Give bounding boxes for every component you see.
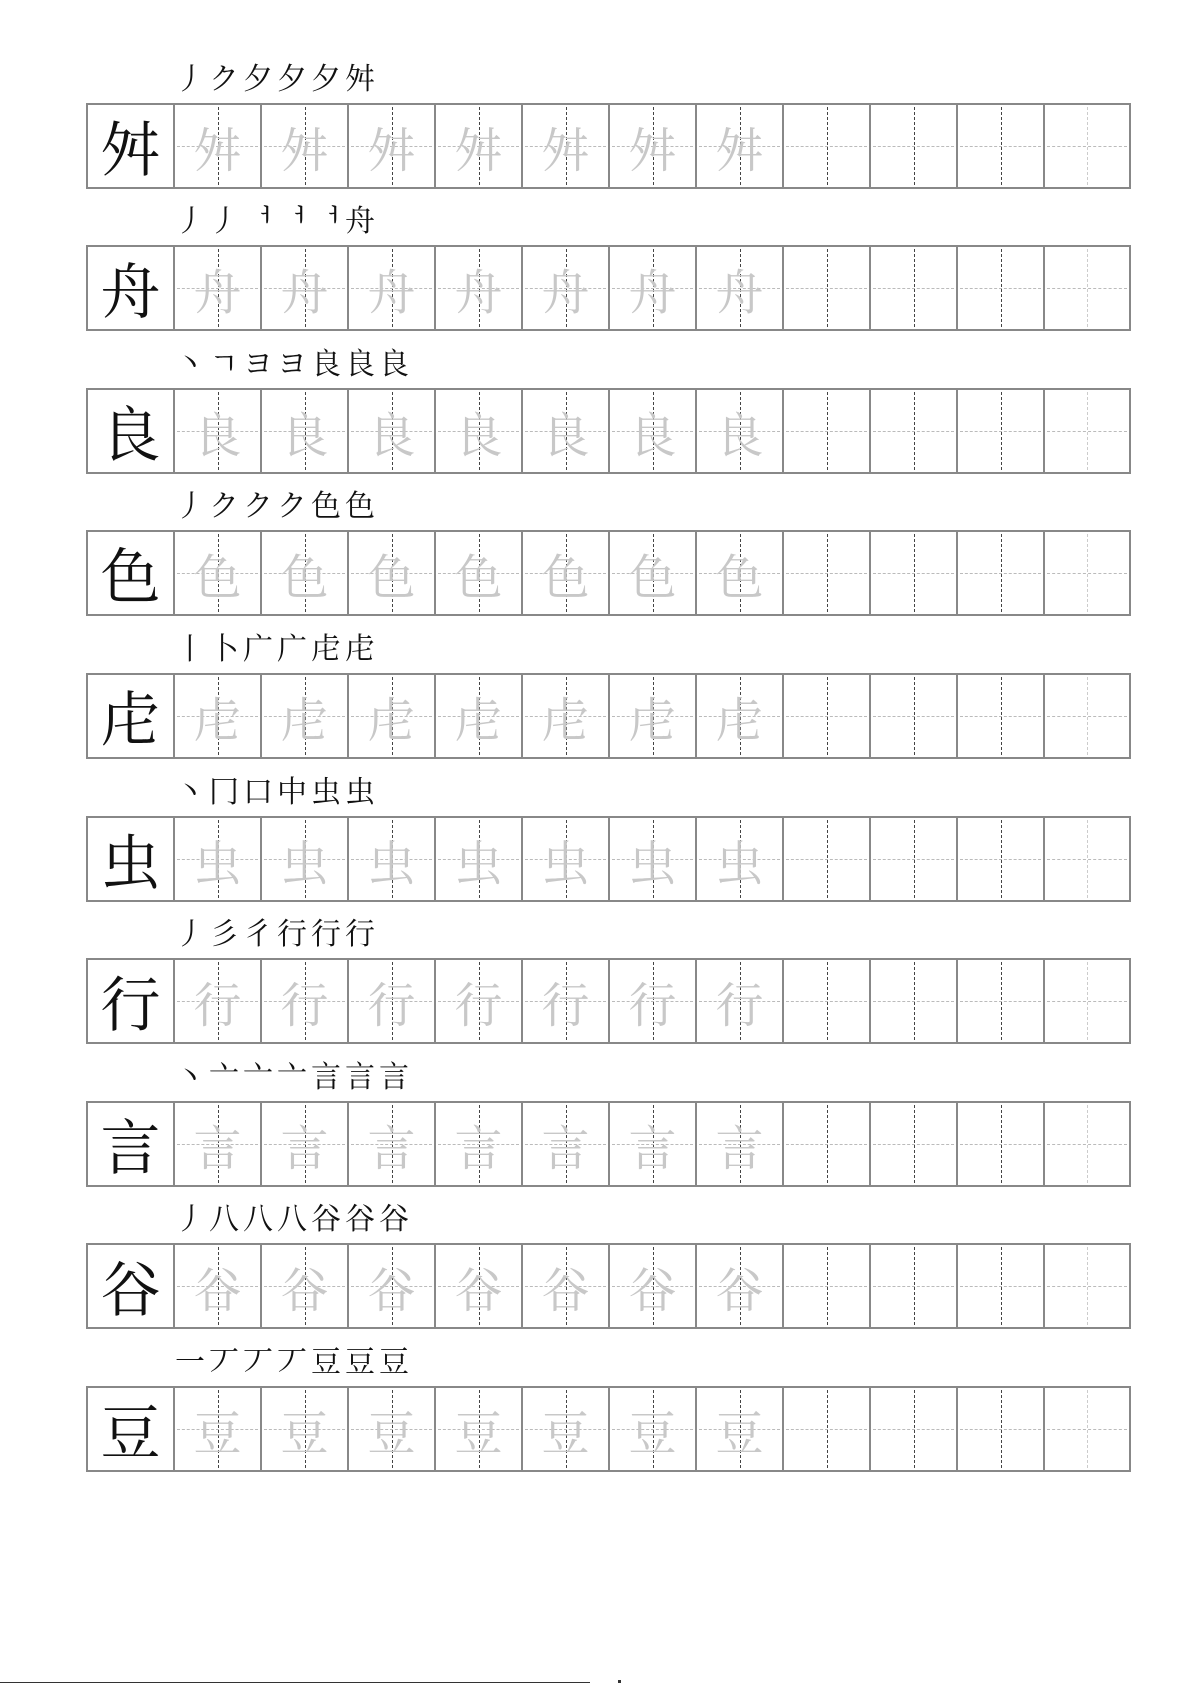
trace-cell[interactable] xyxy=(697,1103,784,1185)
model-character-cell xyxy=(88,105,175,187)
trace-cell[interactable] xyxy=(262,105,349,187)
trace-cell[interactable] xyxy=(436,818,523,900)
empty-practice-cell[interactable] xyxy=(1045,105,1129,187)
stroke-step: ㄱ xyxy=(209,347,239,382)
trace-cell[interactable] xyxy=(349,675,436,757)
practice-row xyxy=(0,1338,1191,1478)
stroke-step: 广 xyxy=(277,632,307,667)
trace-cell[interactable] xyxy=(610,1245,697,1327)
trace-cell[interactable] xyxy=(262,960,349,1042)
model-character: 言 xyxy=(100,1114,161,1184)
practice-grid xyxy=(86,1243,1131,1329)
trace-cell[interactable] xyxy=(349,960,436,1042)
stroke-step: 丶 xyxy=(175,775,205,810)
stroke-step: 夕​ xyxy=(277,62,307,97)
trace-character: 谷 xyxy=(193,1262,242,1319)
empty-practice-cell[interactable] xyxy=(784,1388,871,1470)
practice-grid xyxy=(86,103,1131,189)
stroke-step: 色 xyxy=(311,489,341,524)
trace-character: 舛 xyxy=(280,122,329,179)
empty-practice-cell[interactable] xyxy=(871,960,958,1042)
empty-practice-cell[interactable] xyxy=(1045,247,1129,329)
trace-cell[interactable] xyxy=(610,105,697,187)
trace-character: 虍 xyxy=(367,692,416,749)
trace-character: 豆 xyxy=(541,1405,590,1462)
trace-cell[interactable] xyxy=(262,1388,349,1470)
trace-character: 舛 xyxy=(628,122,677,179)
trace-cell[interactable] xyxy=(697,247,784,329)
trace-character: 舟 xyxy=(715,264,764,321)
empty-practice-cell[interactable] xyxy=(1045,1388,1129,1470)
trace-cell[interactable] xyxy=(262,675,349,757)
empty-practice-cell[interactable] xyxy=(784,818,871,900)
empty-practice-cell[interactable] xyxy=(958,1245,1045,1327)
model-character-cell xyxy=(88,532,175,614)
trace-cell[interactable] xyxy=(697,818,784,900)
trace-cell[interactable] xyxy=(436,675,523,757)
model-character: 虍 xyxy=(100,686,161,756)
stroke-step: 丆 xyxy=(209,1345,239,1380)
trace-character: 豆 xyxy=(193,1405,242,1462)
stroke-step: 豆 xyxy=(379,1345,409,1380)
stroke-order-sequence xyxy=(175,768,375,808)
stroke-order-sequence xyxy=(175,482,375,522)
model-character: 豆 xyxy=(100,1399,161,1469)
trace-cell[interactable] xyxy=(262,1103,349,1185)
empty-practice-cell[interactable] xyxy=(958,675,1045,757)
trace-cell[interactable] xyxy=(610,532,697,614)
empty-practice-cell[interactable] xyxy=(958,1103,1045,1185)
trace-cell[interactable] xyxy=(610,675,697,757)
trace-character: 良 xyxy=(280,407,329,464)
trace-character: 豆 xyxy=(280,1405,329,1462)
trace-cell[interactable] xyxy=(349,105,436,187)
trace-character: 谷 xyxy=(280,1262,329,1319)
stroke-step: 行 xyxy=(311,917,341,952)
trace-cell[interactable] xyxy=(175,1103,262,1185)
stroke-step: ク xyxy=(243,489,273,524)
trace-cell[interactable] xyxy=(697,1245,784,1327)
empty-practice-cell[interactable] xyxy=(958,532,1045,614)
trace-character: 言 xyxy=(541,1120,590,1177)
practice-row xyxy=(0,768,1191,908)
stroke-step: 丆 xyxy=(277,1345,307,1380)
stroke-order-sequence xyxy=(175,625,375,665)
stroke-order-sequence xyxy=(175,340,409,380)
trace-cell[interactable] xyxy=(697,390,784,472)
stroke-step: 丿 xyxy=(175,204,205,239)
trace-cell[interactable] xyxy=(436,1245,523,1327)
stroke-step: 言 xyxy=(345,1060,375,1095)
empty-practice-cell[interactable] xyxy=(871,105,958,187)
stroke-step: 谷 xyxy=(379,1202,409,1237)
practice-row xyxy=(0,625,1191,765)
empty-practice-cell[interactable] xyxy=(958,105,1045,187)
model-character-cell xyxy=(88,960,175,1042)
stroke-step: 丿 xyxy=(175,917,205,952)
trace-character: 谷 xyxy=(541,1262,590,1319)
trace-character: 虍 xyxy=(454,692,503,749)
trace-cell[interactable] xyxy=(349,818,436,900)
stroke-step: ᅥ xyxy=(277,204,307,239)
stroke-step: ク xyxy=(209,62,239,97)
stroke-step: 丶 xyxy=(175,1060,205,1095)
trace-character: 舛 xyxy=(367,122,416,179)
trace-character: 行 xyxy=(715,977,764,1034)
stroke-step: 彡 xyxy=(209,917,239,952)
model-character: 行 xyxy=(100,971,161,1041)
model-character-cell xyxy=(88,675,175,757)
stroke-step: 丨 xyxy=(175,632,205,667)
stroke-step: 豆 xyxy=(311,1345,341,1380)
model-character-cell xyxy=(88,1103,175,1185)
trace-character: 谷 xyxy=(715,1262,764,1319)
trace-character: 良 xyxy=(193,407,242,464)
empty-practice-cell[interactable] xyxy=(1045,1245,1129,1327)
trace-character: 良 xyxy=(628,407,677,464)
model-character: 舟 xyxy=(100,258,161,328)
stroke-step: 丶 xyxy=(175,347,205,382)
practice-row xyxy=(0,340,1191,480)
trace-character: 行 xyxy=(193,977,242,1034)
trace-cell[interactable] xyxy=(262,818,349,900)
trace-cell[interactable] xyxy=(436,532,523,614)
practice-grid xyxy=(86,958,1131,1044)
footer-rule xyxy=(0,1682,590,1683)
stroke-step: 言 xyxy=(379,1060,409,1095)
trace-cell[interactable] xyxy=(349,247,436,329)
trace-cell[interactable] xyxy=(697,532,784,614)
trace-character: 虍 xyxy=(541,692,590,749)
trace-character: 良 xyxy=(367,407,416,464)
trace-character: 虍 xyxy=(280,692,329,749)
stroke-step: 八 xyxy=(277,1202,307,1237)
trace-character: 良 xyxy=(541,407,590,464)
practice-grid xyxy=(86,1101,1131,1187)
trace-character: 言 xyxy=(715,1120,764,1177)
trace-cell[interactable] xyxy=(349,1245,436,1327)
model-character: 色 xyxy=(100,543,161,613)
trace-cell[interactable] xyxy=(175,960,262,1042)
trace-cell[interactable] xyxy=(610,1103,697,1185)
stroke-order-sequence xyxy=(175,910,375,950)
stroke-step: 色 xyxy=(345,489,375,524)
stroke-step: 豆 xyxy=(345,1345,375,1380)
trace-character: 舟 xyxy=(628,264,677,321)
stroke-step: 亠 xyxy=(243,1060,273,1095)
empty-practice-cell[interactable] xyxy=(1045,1103,1129,1185)
trace-character: 谷 xyxy=(367,1262,416,1319)
empty-practice-cell[interactable] xyxy=(871,390,958,472)
stroke-step: 八 xyxy=(209,1202,239,1237)
stroke-step: ᅥ xyxy=(243,204,273,239)
stroke-step: 口 xyxy=(243,775,273,810)
trace-character: 虫 xyxy=(541,835,590,892)
trace-cell[interactable] xyxy=(523,1245,610,1327)
stroke-step: 八 xyxy=(243,1202,273,1237)
trace-cell[interactable] xyxy=(523,1103,610,1185)
stroke-step: ク xyxy=(277,489,307,524)
trace-character: 舛 xyxy=(193,122,242,179)
stroke-step: 良 xyxy=(311,347,341,382)
model-character: 虫 xyxy=(100,829,161,899)
trace-character: 色 xyxy=(193,549,242,606)
trace-cell[interactable] xyxy=(523,247,610,329)
stroke-step: 舟 xyxy=(345,204,375,239)
trace-character: 行 xyxy=(541,977,590,1034)
trace-cell[interactable] xyxy=(610,960,697,1042)
trace-character: 豆 xyxy=(367,1405,416,1462)
trace-character: 虫 xyxy=(193,835,242,892)
trace-cell[interactable] xyxy=(697,960,784,1042)
practice-row xyxy=(0,910,1191,1050)
stroke-step: 卜 xyxy=(209,632,239,667)
model-character: 谷 xyxy=(100,1256,161,1326)
stroke-step: 夕​ xyxy=(311,62,341,97)
trace-cell[interactable] xyxy=(697,1388,784,1470)
trace-cell[interactable] xyxy=(262,390,349,472)
trace-character: 色 xyxy=(715,549,764,606)
stroke-step: 彳 xyxy=(243,917,273,952)
empty-practice-cell[interactable] xyxy=(958,818,1045,900)
model-character-cell xyxy=(88,247,175,329)
practice-grid xyxy=(86,1386,1131,1472)
trace-character: 舟 xyxy=(454,264,503,321)
trace-character: 谷 xyxy=(454,1262,503,1319)
empty-practice-cell[interactable] xyxy=(1045,675,1129,757)
practice-grid xyxy=(86,816,1131,902)
stroke-order-sequence xyxy=(175,1195,409,1235)
trace-cell[interactable] xyxy=(349,1388,436,1470)
trace-cell[interactable] xyxy=(436,1388,523,1470)
stroke-step: ヨ xyxy=(277,347,307,382)
trace-character: 良 xyxy=(454,407,503,464)
stroke-order-sequence xyxy=(175,55,375,95)
trace-character: 舟 xyxy=(280,264,329,321)
trace-character: 虫 xyxy=(280,835,329,892)
empty-practice-cell[interactable] xyxy=(871,1388,958,1470)
stroke-step: 丆 xyxy=(243,1345,273,1380)
empty-practice-cell[interactable] xyxy=(958,960,1045,1042)
trace-cell[interactable] xyxy=(523,1388,610,1470)
trace-cell[interactable] xyxy=(610,818,697,900)
trace-cell[interactable] xyxy=(436,390,523,472)
model-character-cell xyxy=(88,390,175,472)
trace-character: 虫 xyxy=(367,835,416,892)
stroke-step: 虍 xyxy=(345,632,375,667)
trace-character: 行 xyxy=(454,977,503,1034)
trace-character: 虫 xyxy=(628,835,677,892)
empty-practice-cell[interactable] xyxy=(784,675,871,757)
trace-character: 舛 xyxy=(715,122,764,179)
trace-cell[interactable] xyxy=(436,247,523,329)
trace-cell[interactable] xyxy=(523,105,610,187)
empty-practice-cell[interactable] xyxy=(1045,818,1129,900)
model-character: 良 xyxy=(100,401,161,471)
trace-cell[interactable] xyxy=(349,390,436,472)
empty-practice-cell[interactable] xyxy=(958,1388,1045,1470)
stroke-step: 谷 xyxy=(345,1202,375,1237)
stroke-step: 丿 xyxy=(209,204,239,239)
trace-cell[interactable] xyxy=(349,532,436,614)
trace-character: 行 xyxy=(367,977,416,1034)
empty-practice-cell[interactable] xyxy=(871,818,958,900)
trace-character: 行 xyxy=(280,977,329,1034)
stroke-step: 夕 xyxy=(243,62,273,97)
trace-character: 谷 xyxy=(628,1262,677,1319)
stroke-step: 丿 xyxy=(175,489,205,524)
stroke-step: 亠 xyxy=(209,1060,239,1095)
trace-character: 豆 xyxy=(454,1405,503,1462)
stroke-step: 中 xyxy=(277,775,307,810)
trace-cell[interactable] xyxy=(523,675,610,757)
practice-grid xyxy=(86,530,1131,616)
model-character-cell xyxy=(88,818,175,900)
practice-row xyxy=(0,1195,1191,1335)
trace-cell[interactable] xyxy=(175,675,262,757)
empty-practice-cell[interactable] xyxy=(871,1245,958,1327)
stroke-step: 虍 xyxy=(311,632,341,667)
stroke-order-sequence xyxy=(175,1053,409,1093)
trace-cell[interactable] xyxy=(523,532,610,614)
stroke-step: 一 xyxy=(175,1345,205,1380)
trace-cell[interactable] xyxy=(523,960,610,1042)
practice-grid xyxy=(86,673,1131,759)
trace-character: 良 xyxy=(715,407,764,464)
trace-character: 色 xyxy=(454,549,503,606)
empty-practice-cell[interactable] xyxy=(1045,390,1129,472)
trace-character: 舛 xyxy=(454,122,503,179)
trace-character: 舟 xyxy=(193,264,242,321)
stroke-step: 行 xyxy=(277,917,307,952)
stroke-order-sequence xyxy=(175,1338,409,1378)
empty-practice-cell[interactable] xyxy=(784,1103,871,1185)
trace-character: 虫 xyxy=(715,835,764,892)
practice-row xyxy=(0,55,1191,195)
empty-practice-cell[interactable] xyxy=(958,390,1045,472)
empty-practice-cell[interactable] xyxy=(784,105,871,187)
empty-practice-cell[interactable] xyxy=(784,390,871,472)
trace-cell[interactable] xyxy=(436,105,523,187)
empty-practice-cell[interactable] xyxy=(871,247,958,329)
empty-practice-cell[interactable] xyxy=(871,532,958,614)
trace-character: 言 xyxy=(367,1120,416,1177)
trace-cell[interactable] xyxy=(697,675,784,757)
trace-cell[interactable] xyxy=(436,960,523,1042)
stroke-step: 亠 xyxy=(277,1060,307,1095)
trace-cell[interactable] xyxy=(610,1388,697,1470)
trace-character: 豆 xyxy=(628,1405,677,1462)
trace-cell[interactable] xyxy=(175,1388,262,1470)
empty-practice-cell[interactable] xyxy=(958,247,1045,329)
empty-practice-cell[interactable] xyxy=(784,1245,871,1327)
trace-cell[interactable] xyxy=(175,532,262,614)
stroke-step: 广 xyxy=(243,632,273,667)
trace-cell[interactable] xyxy=(262,532,349,614)
trace-character: 言 xyxy=(454,1120,503,1177)
empty-practice-cell[interactable] xyxy=(871,675,958,757)
practice-row xyxy=(0,1053,1191,1193)
model-character: 舛 xyxy=(100,116,161,186)
trace-character: 虍 xyxy=(628,692,677,749)
stroke-step: ヨ xyxy=(243,347,273,382)
trace-character: 舟 xyxy=(541,264,590,321)
stroke-step: 丿 xyxy=(175,1202,205,1237)
stroke-step: 虫 xyxy=(311,775,341,810)
stroke-step: 良 xyxy=(379,347,409,382)
practice-row xyxy=(0,482,1191,622)
model-character-cell xyxy=(88,1388,175,1470)
model-character-cell xyxy=(88,1245,175,1327)
empty-practice-cell[interactable] xyxy=(1045,960,1129,1042)
stroke-step: 丿 xyxy=(175,62,205,97)
practice-grid xyxy=(86,388,1131,474)
stroke-step: 谷 xyxy=(311,1202,341,1237)
trace-cell[interactable] xyxy=(697,105,784,187)
stroke-step: 言 xyxy=(311,1060,341,1095)
trace-character: 虫 xyxy=(454,835,503,892)
trace-character: 色 xyxy=(541,549,590,606)
stroke-step: 良 xyxy=(345,347,375,382)
trace-character: 虍 xyxy=(193,692,242,749)
trace-cell[interactable] xyxy=(175,818,262,900)
footer-mark xyxy=(618,1680,621,1683)
trace-cell[interactable] xyxy=(349,1103,436,1185)
practice-grid xyxy=(86,245,1131,331)
trace-character: 言 xyxy=(280,1120,329,1177)
trace-character: 色 xyxy=(280,549,329,606)
stroke-step: ᅥ xyxy=(311,204,341,239)
stroke-step: 冂 xyxy=(209,775,239,810)
trace-cell[interactable] xyxy=(610,390,697,472)
empty-practice-cell[interactable] xyxy=(1045,532,1129,614)
empty-practice-cell[interactable] xyxy=(784,247,871,329)
trace-cell[interactable] xyxy=(523,390,610,472)
trace-cell[interactable] xyxy=(175,105,262,187)
trace-character: 虍 xyxy=(715,692,764,749)
trace-character: 色 xyxy=(367,549,416,606)
trace-character: 言 xyxy=(193,1120,242,1177)
trace-cell[interactable] xyxy=(523,818,610,900)
stroke-step: 舛 xyxy=(345,62,375,97)
stroke-step: ク xyxy=(209,489,239,524)
trace-cell[interactable] xyxy=(262,247,349,329)
trace-cell[interactable] xyxy=(175,247,262,329)
trace-cell[interactable] xyxy=(175,390,262,472)
empty-practice-cell[interactable] xyxy=(784,532,871,614)
trace-character: 言 xyxy=(628,1120,677,1177)
trace-cell[interactable] xyxy=(610,247,697,329)
trace-cell[interactable] xyxy=(262,1245,349,1327)
trace-character: 舛 xyxy=(541,122,590,179)
trace-character: 舟 xyxy=(367,264,416,321)
trace-character: 色 xyxy=(628,549,677,606)
empty-practice-cell[interactable] xyxy=(784,960,871,1042)
trace-cell[interactable] xyxy=(175,1245,262,1327)
trace-cell[interactable] xyxy=(436,1103,523,1185)
empty-practice-cell[interactable] xyxy=(871,1103,958,1185)
stroke-order-sequence xyxy=(175,197,375,237)
trace-character: 豆 xyxy=(715,1405,764,1462)
stroke-step: 虫 xyxy=(345,775,375,810)
trace-character: 行 xyxy=(628,977,677,1034)
practice-row xyxy=(0,197,1191,337)
stroke-step: 行 xyxy=(345,917,375,952)
